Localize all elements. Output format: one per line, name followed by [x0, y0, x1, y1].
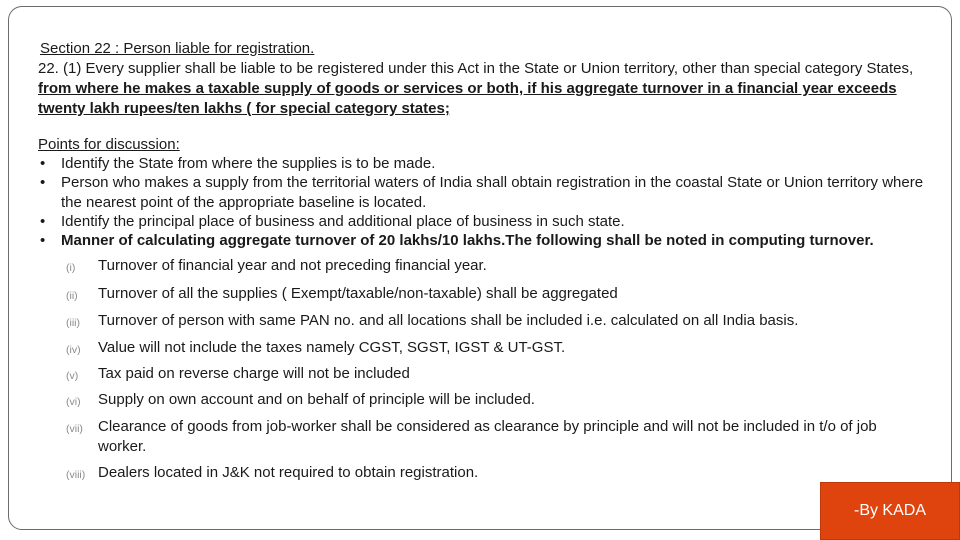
section-title: Section 22 : Person liable for registration.	[40, 40, 315, 57]
section-intro	[38, 59, 938, 119]
rule-item	[66, 364, 906, 384]
bullet-dot: •	[40, 174, 46, 192]
bullet-dot: •	[40, 212, 46, 230]
intro-emphasis: from where he makes a taxable supply of goods or services or both, if his aggregate turnover in a financial year exceeds twenty lakh rupees/ten lakhs ( for special category states;	[38, 80, 897, 117]
bullet-item	[38, 212, 938, 231]
bullet-text: Person who makes a supply from the territorial waters of India shall obtain registration in the coastal State or Union territory where the nearest point of the appropriate baseline is located.	[61, 174, 924, 211]
rule-text: Turnover of financial year and not preceding financial year.	[98, 257, 487, 274]
rule-item	[66, 311, 906, 331]
bullet-text: Identify the principal place of business and additional place of business in such state.	[61, 212, 625, 230]
rule-item	[66, 417, 906, 457]
rule-item	[66, 463, 906, 483]
rule-text: Turnover of all the supplies ( Exempt/taxable/non-taxable) shall be aggregated	[98, 285, 618, 302]
rule-text: Supply on own account and on behalf of principle will be included.	[98, 391, 535, 408]
bullet-item	[38, 173, 938, 212]
rule-text: Value will not include the taxes namely CGST, SGST, IGST & UT-GST.	[98, 339, 566, 356]
rule-number: (vi)	[66, 396, 81, 408]
rule-number: (viii)	[66, 469, 86, 481]
rule-number: (v)	[66, 370, 79, 382]
rule-number: (vii)	[66, 423, 83, 435]
rule-text: Clearance of goods from job-worker shall be considered as clearance by principle and will not be included in t/o of job worker.	[98, 418, 877, 455]
rule-text: Tax paid on reverse charge will not be included	[98, 365, 410, 382]
rule-item	[66, 284, 906, 304]
discussion-bullets	[38, 154, 938, 250]
rule-item	[66, 338, 906, 358]
rule-number: (iv)	[66, 344, 81, 356]
rule-item	[66, 390, 906, 410]
bullet-item	[38, 154, 938, 173]
bullet-dot: •	[40, 155, 46, 172]
rule-number: (iii)	[66, 317, 80, 329]
rule-item	[66, 256, 906, 276]
bullet-text: Identify the State from where the supplies is to be made.	[61, 155, 436, 172]
bullet-dot: •	[40, 232, 46, 250]
bullet-item	[38, 231, 938, 250]
bullet-text: Manner of calculating aggregate turnover of 20 lakhs/10 lakhs.The following shall be noted in computing turnover.	[61, 232, 874, 250]
rule-number: (ii)	[66, 290, 78, 302]
footer-label: -By KADA	[853, 502, 926, 519]
intro-plain: 22. (1) Every supplier shall be liable to be registered under this Act in the State or Union territory, other than special category States,	[38, 60, 914, 77]
points-heading: Points for discussion:	[38, 136, 180, 153]
rule-number: (i)	[66, 262, 76, 274]
rule-text: Turnover of person with same PAN no. and all locations shall be included i.e. calculated on all India basis.	[98, 312, 799, 329]
rule-text: Dealers located in J&K not required to obtain registration.	[98, 464, 479, 481]
